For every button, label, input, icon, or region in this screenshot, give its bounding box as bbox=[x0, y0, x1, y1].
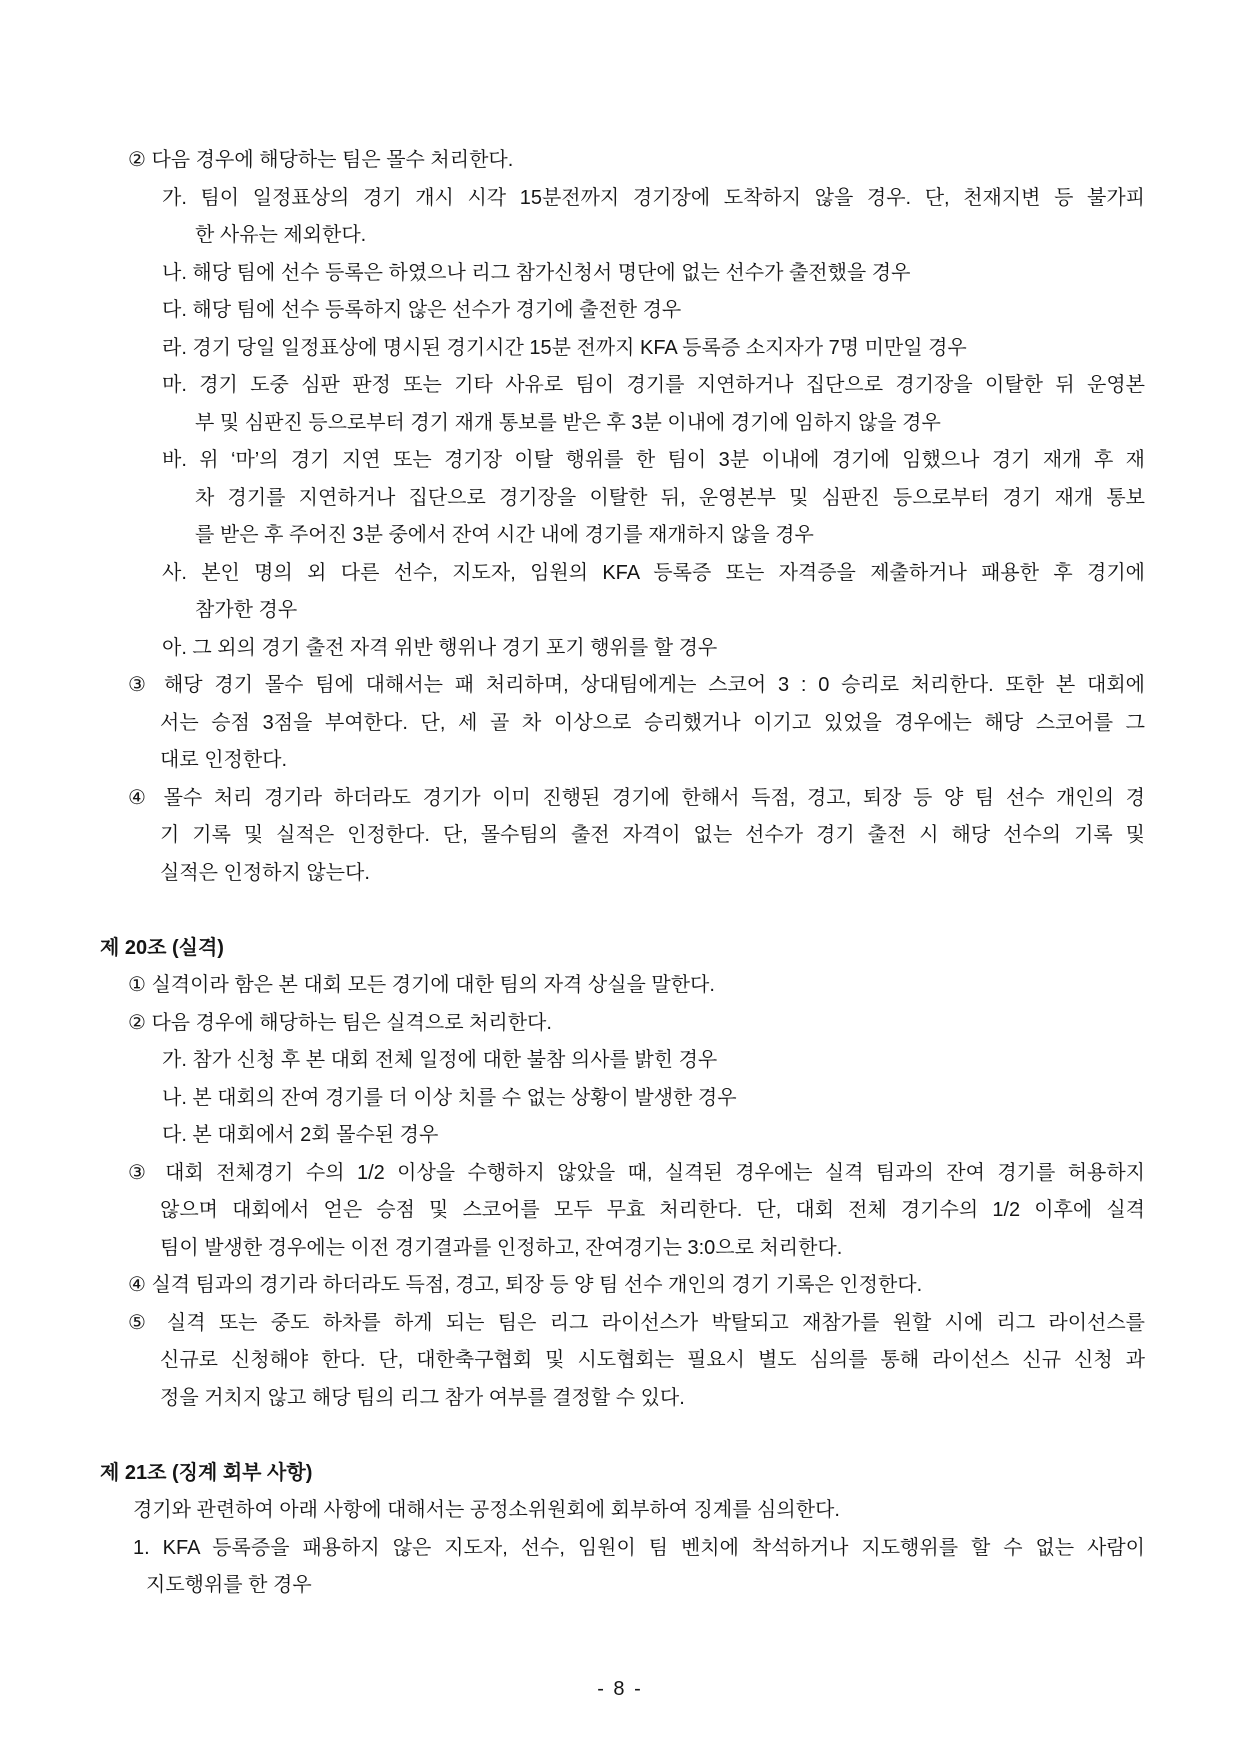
doc-line: 바. 위 ‘마’의 경기 지연 또는 경기장 이탈 행위를 한 팀이 3분 이내에 경기에 임했으나 경기 재개 후 재 bbox=[162, 449, 1145, 471]
doc-line: 가. 참가 신청 후 본 대회 전체 일정에 대한 불참 의사를 밝힌 경우 bbox=[162, 1049, 718, 1071]
doc-line: ② 다음 경우에 해당하는 팀은 실격으로 처리한다. bbox=[128, 1011, 552, 1034]
document-body bbox=[100, 142, 1145, 1605]
doc-line: 않으며 대회에서 얻은 승점 및 스코어를 모두 무효 처리한다. 단, 대회 전체 경기수의 1/2 이후에 실격 bbox=[160, 1199, 1145, 1221]
doc-line: 1. KFA 등록증을 패용하지 않은 지도자, 선수, 임원이 팀 벤치에 착석하거나 지도행위를 할 수 없는 사람이 bbox=[133, 1536, 1145, 1559]
article-heading: 제 21조 (징계 회부 사항) bbox=[100, 1461, 313, 1484]
doc-line: 기 기록 및 실적은 인정한다. 단, 몰수팀의 출전 자격이 없는 선수가 경기 출전 시 해당 선수의 기록 및 bbox=[160, 824, 1145, 846]
doc-line: 참가한 경우 bbox=[195, 599, 298, 621]
doc-line: 를 받은 후 주어진 3분 중에서 잔여 시간 내에 경기를 재개하지 않을 경우 bbox=[195, 524, 814, 546]
doc-line: 대로 인정한다. bbox=[160, 749, 288, 771]
doc-line: 다. 해당 팀에 선수 등록하지 않은 선수가 경기에 출전한 경우 bbox=[162, 299, 682, 321]
article-heading: 제 20조 (실격) bbox=[100, 936, 224, 959]
doc-line: 다. 본 대회에서 2회 몰수된 경우 bbox=[162, 1124, 439, 1146]
doc-line: 정을 거치지 않고 해당 팀의 리그 참가 여부를 결정할 수 있다. bbox=[160, 1386, 685, 1409]
doc-line: 지도행위를 한 경우 bbox=[146, 1574, 312, 1596]
doc-line: 나. 본 대회의 잔여 경기를 더 이상 치를 수 없는 상황이 발생한 경우 bbox=[162, 1086, 737, 1109]
page-number: - 8 - bbox=[597, 1678, 643, 1700]
doc-line: 사. 본인 명의 외 다른 선수, 지도자, 임원의 KFA 등록증 또는 자격증을 제출하거나 패용한 후 경기에 bbox=[162, 561, 1145, 584]
doc-line: 서는 승점 3점을 부여한다. 단, 세 골 차 이상으로 승리했거나 이기고 있었을 경우에는 해당 스코어를 그 bbox=[160, 711, 1145, 734]
doc-line: 나. 해당 팀에 선수 등록은 하였으나 리그 참가신청서 명단에 없는 선수가 출전했을 경우 bbox=[162, 261, 911, 284]
doc-line: ④ 몰수 처리 경기라 하더라도 경기가 이미 진행된 경기에 한해서 득점, 경고, 퇴장 등 양 팀 선수 개인의 경 bbox=[128, 786, 1145, 809]
doc-line: ④ 실격 팀과의 경기라 하더라도 득점, 경고, 퇴장 등 양 팀 선수 개인의 경기 기록은 인정한다. bbox=[128, 1274, 923, 1296]
doc-line: 라. 경기 당일 일정표상에 명시된 경기시간 15분 전까지 KFA 등록증 소지자가 7명 미만일 경우 bbox=[162, 336, 967, 359]
doc-line: 경기와 관련하여 아래 사항에 대해서는 공정소위원회에 회부하여 징계를 심의한다. bbox=[133, 1499, 840, 1521]
doc-line: ⑤ 실격 또는 중도 하차를 하게 되는 팀은 리그 라이선스가 박탈되고 재참가를 원할 시에 리그 라이선스를 bbox=[128, 1311, 1145, 1334]
doc-line: ② 다음 경우에 해당하는 팀은 몰수 처리한다. bbox=[128, 149, 514, 171]
doc-line: 가. 팀이 일정표상의 경기 개시 시각 15분전까지 경기장에 도착하지 않을 경우. 단, 천재지변 등 불가피 bbox=[162, 186, 1145, 209]
doc-line: 실적은 인정하지 않는다. bbox=[160, 861, 370, 884]
doc-line: 차 경기를 지연하거나 집단으로 경기장을 이탈한 뒤, 운영본부 및 심판진 등으로부터 경기 재개 통보 bbox=[195, 486, 1145, 509]
doc-line: ③ 대회 전체경기 수의 1/2 이상을 수행하지 않았을 때, 실격된 경우에는 실격 팀과의 잔여 경기를 허용하지 bbox=[128, 1161, 1145, 1184]
doc-line: ① 실격이라 함은 본 대회 모든 경기에 대한 팀의 자격 상실을 말한다. bbox=[128, 974, 715, 996]
doc-line: 팀이 발생한 경우에는 이전 경기결과를 인정하고, 잔여경기는 3:0으로 처리한다. bbox=[160, 1236, 843, 1259]
doc-line: 아. 그 외의 경기 출전 자격 위반 행위나 경기 포기 행위를 할 경우 bbox=[162, 636, 718, 659]
doc-line: 한 사유는 제외한다. bbox=[195, 224, 367, 246]
doc-line: ③ 해당 경기 몰수 팀에 대해서는 패 처리하며, 상대팀에게는 스코어 3 : 0 승리로 처리한다. 또한 본 대회에 bbox=[128, 674, 1145, 696]
doc-line: 마. 경기 도중 심판 판정 또는 기타 사유로 팀이 경기를 지연하거나 집단으로 경기장을 이탈한 뒤 운영본 bbox=[162, 374, 1145, 396]
doc-line: 신규로 신청해야 한다. 단, 대한축구협회 및 시도협회는 필요시 별도 심의를 통해 라이선스 신규 신청 과 bbox=[160, 1349, 1145, 1371]
doc-line: 부 및 심판진 등으로부터 경기 재개 통보를 받은 후 3분 이내에 경기에 임하지 않을 경우 bbox=[195, 411, 941, 434]
